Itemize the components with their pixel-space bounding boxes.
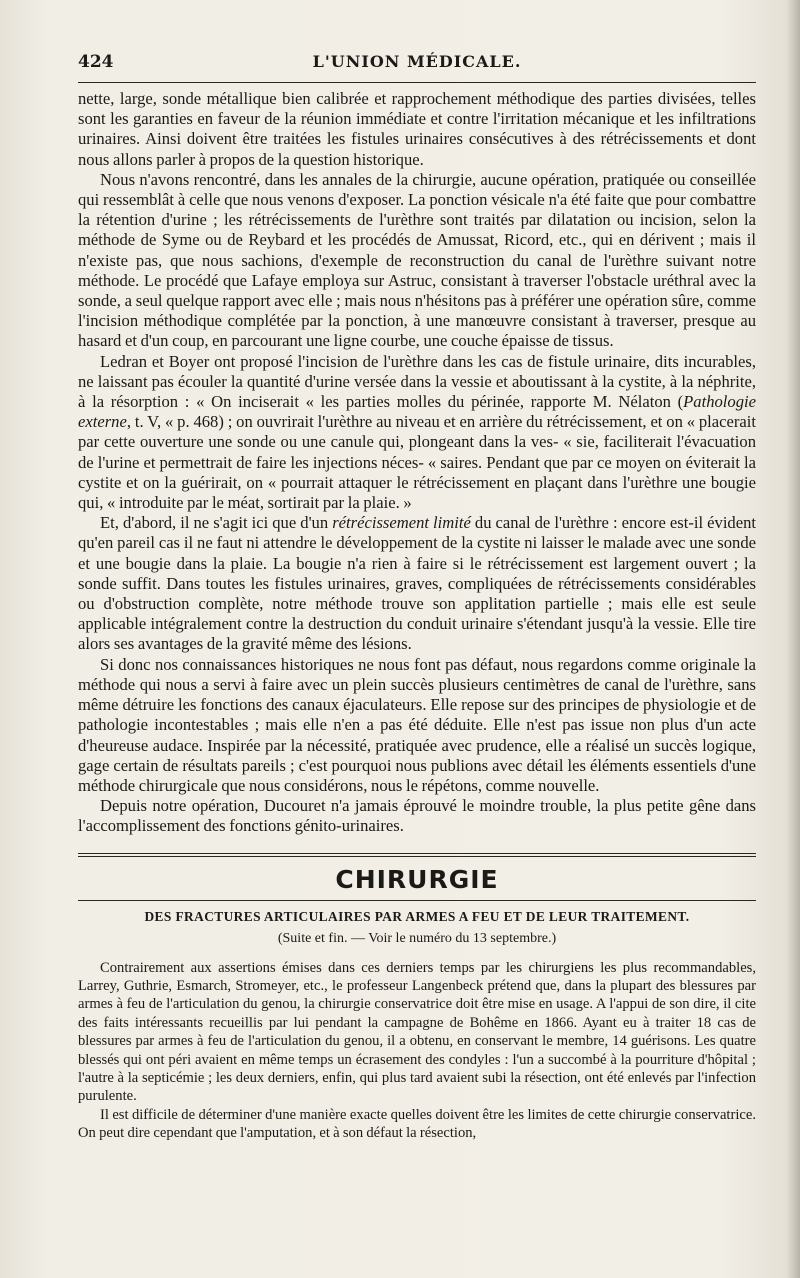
paragraph: nette, large, sonde métallique bien calibrée et rapprochement méthodique des parties divisées, telles sont les garanties en faveur de la réunion immédiate et contre l'irritation mécanique et les infiltrations urinaires. Ainsi doivent être traitées les fistules urinaires consécutives à des rétrécissements et dont nous allons parler à propos de la question historique. xyxy=(78,89,756,169)
upper-article xyxy=(78,89,756,837)
title-rule xyxy=(78,900,756,901)
section-divider xyxy=(78,853,756,857)
article-subtitle: (Suite et fin. — Voir le numéro du 13 septembre.) xyxy=(277,930,557,946)
journal-title: L'UNION MÉDICALE. xyxy=(312,52,522,71)
paragraph: Depuis notre opération, Ducouret n'a jamais éprouvé le moindre trouble, la plus petite gêne dans l'accomplissement des fonctions génito-urinaires. xyxy=(78,796,756,836)
paragraph: Nous n'avons rencontré, dans les annales de la chirurgie, aucune opération, pratiquée ou conseillée qui ressemblât à celle que nous venons d'exposer. La ponction vésicale n'a été faite que pour combattre la rétention d'urine ; les rétrécissements de l'urèthre sont traités par dilatation ou incision, selon la méthode de Syme ou de Reybard et les procédés de Amussat, Ricord, etc., qui en dérivent ; mais il n'existe pas, que nous sachions, d'exemple de reconstruction du canal de l'urèthre suivant notre méthode. Le procédé que Lafaye employa sur Astruc, consistant à traverser l'obstacle uréthral avec la sonde, a seul quelque rapport avec elle ; mais nous n'hésitons pas à préférer une opération sûre, comme l'incision méthodique complétée par la ponction, à une manœuvre consistant à traverser, presque au hasard et d'un coup, en parcourant une ligne courbe, une couche épaisse de tissus. xyxy=(78,169,756,351)
emphasized-term: rétrécissement limité xyxy=(332,513,471,533)
paragraph: Contrairement aux assertions émises dans ces derniers temps par les chirurgiens les plus recommandables, Larrey, Guthrie, Esmarch, Stromeyer, etc., le professeur Langenbeck prétend que, dans la plupart des blessures par armes à feu de l'articulation du genou, la chirurgie conservatrice doit être mise en usage. A l'appui de son dire, il cite des faits intéressants recueillis par lui pendant la campagne de Bohême en 1866. Ayant eu à traiter 18 cas de blessures par armes à feu de l'articulation du genou, il a obtenu, en conservant le membre, 14 guérisons. Les quatre blessés qui ont péri avaient en même temps un écrasement des condyles : l'un a succombé à la pourriture d'hôpital ; l'autre à la septicémie ; les deux derniers, enfin, qui plus tard avaient subi la résection, ont été enlevés par l'infection purulente. xyxy=(78,959,756,1105)
paragraph-text: Ledran et Boyer ont proposé l'incision de l'urèthre dans les cas de fistule urinaire, dits incurables, ne laissant pas écouler la quantité d'urine versée dans la vessie et aboutissant à la cystite, à la néphrite, à la résorption : « On inciserait « les parties molles du périnée, rapporte M. Nélaton ( xyxy=(78,351,756,412)
page-number: 424 xyxy=(78,52,114,72)
lower-article xyxy=(78,959,756,1143)
running-head xyxy=(78,52,756,83)
paragraph-quotation xyxy=(78,352,756,514)
article-title: DES FRACTURES ARTICULAIRES PAR ARMES A FEU ET DE LEUR TRAITEMENT. xyxy=(144,908,690,924)
section-title: CHIRURGIE xyxy=(335,864,499,894)
paragraph xyxy=(78,513,756,654)
paragraph-text: du canal de l'urèthre : encore est-il évident qu'en pareil cas il ne faut ni attendre le développement de la cystite ni laisser le malade avec une sonde et une bougie dans la plaie. La bougie n'a rien à faire si le rétrécissement est largement ouvert ; la sonde suffit. Dans toutes les fistules urinaires, graves, compliquées de rétrécissements considérables ou d'obstruction complète, notre méthode trouve son applitation partielle ; mais elle est seule applicable intégralement contre la destruction du conduit urinaire s'étendant jusqu'à la vessie. Elle tire alors ses avantages de la gravité même des lésions. xyxy=(78,513,756,654)
paragraph-text: , t. V, « p. 468) ; on ouvrirait l'urèthre au niveau et en arrière du rétrécissement, et on « placerait par cette ouverture une sonde ou une canule qui, plongeant dans la ves- « sie, faciliterait l'évacuation de l'urine et permettrait de faire les injections néces- « saires. Pendant que par ce moyen on éviterait la cystite et on la guérirait, on « pourrait attaquer le rétrécissement en plaçant dans l'urèthre une bougie qui, « introduite par le méat, sortirait par la plaie. » xyxy=(78,412,756,513)
paragraph-text: Et, d'abord, il ne s'agit ici que d'un xyxy=(100,513,333,533)
page-shadow xyxy=(786,0,800,1278)
paragraph: Si donc nos connaissances historiques ne nous font pas défaut, nous regardons comme originale la méthode qui nous a servi à faire avec un plein succès plusieurs centimètres de canal de l'urèthre, sans même détruire les fonctions des canaux éjaculateurs. Elle repose sur des principes de physiologie et de pathologie incontestables ; mais elle n'en a pas été déduite. Elle n'est pas issue non plus d'un acte d'heureuse audace. Inspirée par la nécessité, pratiquée avec prudence, elle a réalisé un succès logique, gage certain de résultats pareils ; c'est pourquoi nous publions avec détail les éléments essentiels d'une méthode chirurgicale que nous considérons, nous le répétons, comme nouvelle. xyxy=(78,654,756,795)
cited-work-title: Pathologie externe xyxy=(78,392,756,432)
paragraph: Il est difficile de déterminer d'une manière exacte quelles doivent être les limites de cette chirurgie conservatrice. On peut dire cependant que l'amputation, et à son défaut la résection, xyxy=(78,1106,756,1142)
